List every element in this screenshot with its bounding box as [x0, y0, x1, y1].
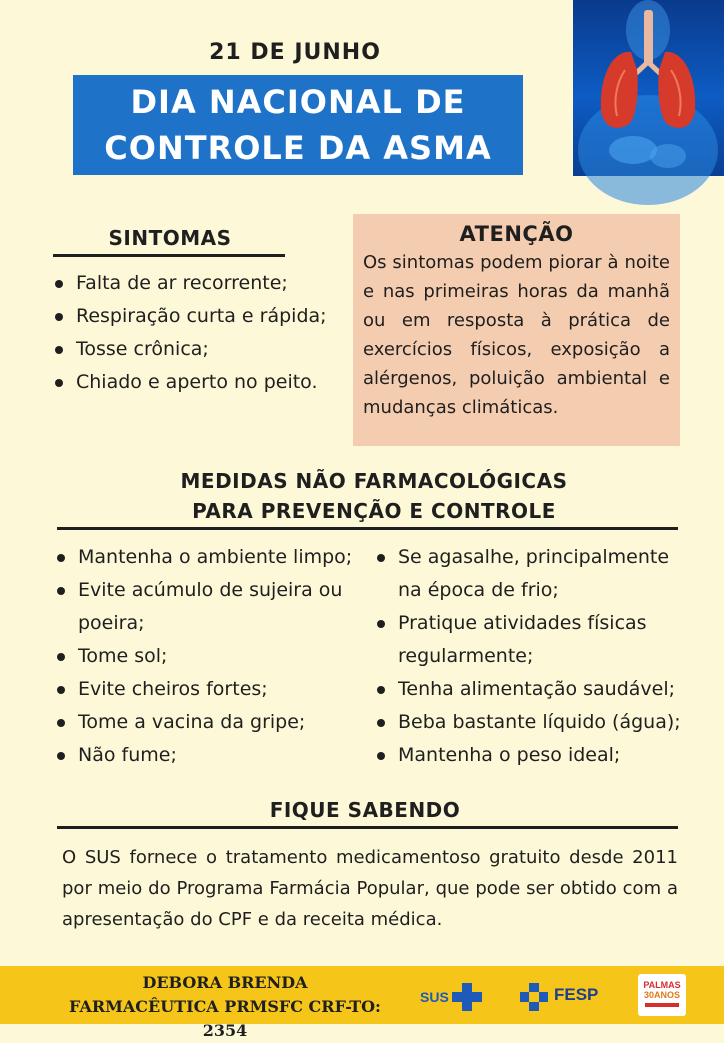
palmas-logo-stripe: [645, 1003, 679, 1007]
medidas-title: [60, 466, 688, 526]
list-item: Tome a vacina da gripe;: [54, 706, 354, 739]
list-item: Falta de ar recorrente;: [52, 267, 347, 300]
list-item: Chiado e aperto no peito.: [52, 366, 347, 399]
lungs-icon: [573, 0, 724, 176]
attention-box: [353, 214, 680, 446]
list-item: Respiração curta e rápida;: [52, 300, 347, 333]
sus-logo: [420, 983, 490, 1011]
page-title: [73, 75, 523, 175]
fique-sabendo-divider: [57, 826, 678, 829]
list-item: Tenha alimentação saudável;: [374, 673, 684, 706]
list-item: Se agasalhe, principalmente na época de frio;: [374, 541, 684, 607]
fique-sabendo-text: O SUS fornece o tratamento medicamentoso gratuito desde 2011 por meio do Programa Farmácia Popular, que pode ser obtido com a apresentação do CPF e da receita médica.: [62, 847, 678, 930]
sus-logo-text: SUS: [420, 989, 449, 1005]
palmas-logo-line-1: PALMAS: [643, 980, 681, 990]
title-line-2: CONTROLE DA ASMA: [104, 129, 492, 167]
fesp-logo: [520, 981, 610, 1015]
medidas-left-list: [54, 541, 354, 772]
fique-sabendo-title: FIQUE SABENDO: [269, 798, 461, 822]
medidas-right-list: [374, 541, 684, 772]
list-item: Evite acúmulo de sujeira ou poeira;: [54, 574, 354, 640]
lungs-illustration: [573, 0, 724, 176]
list-item: Tosse crônica;: [52, 333, 347, 366]
sintomas-list: [52, 267, 347, 399]
list-item: Tome sol;: [54, 640, 354, 673]
fesp-cross-icon: [520, 983, 548, 1011]
list-item: Beba bastante líquido (água);: [374, 706, 684, 739]
attention-title: ATENÇÃO: [459, 222, 574, 246]
event-date: 21 DE JUNHO: [209, 40, 381, 65]
sus-cross-icon: [452, 983, 482, 1011]
author-name: DEBORA BRENDA: [142, 973, 308, 992]
sintomas-divider: [53, 254, 285, 257]
palmas-logo: [638, 974, 686, 1016]
list-item: Mantenha o peso ideal;: [374, 739, 684, 772]
footer: [0, 966, 724, 1040]
list-item: Evite cheiros fortes;: [54, 673, 354, 706]
title-line-1: DIA NACIONAL DE: [130, 83, 466, 121]
medidas-title-line-2: PARA PREVENÇÃO E CONTROLE: [192, 499, 556, 523]
sintomas-title: SINTOMAS: [108, 226, 232, 250]
palmas-logo-line-2: 30ANOS: [643, 990, 680, 1000]
medidas-divider: [57, 527, 678, 530]
list-item: Mantenha o ambiente limpo;: [54, 541, 354, 574]
list-item: Pratique atividades físicas regularmente;: [374, 607, 684, 673]
medidas-title-line-1: MEDIDAS NÃO FARMACOLÓGICAS: [180, 469, 568, 493]
author-credit: [55, 971, 395, 1043]
attention-text: Os sintomas podem piorar à noite e nas primeiras horas da manhã ou em resposta à prática de exercícios físicos, exposição a alérgenos, poluição ambiental e mudanças climáticas.: [363, 252, 670, 418]
list-item: Não fume;: [54, 739, 354, 772]
fesp-logo-text: FESP: [554, 985, 599, 1004]
author-role: FARMACÊUTICA PRMSFC CRF-TO: 2354: [69, 997, 381, 1040]
